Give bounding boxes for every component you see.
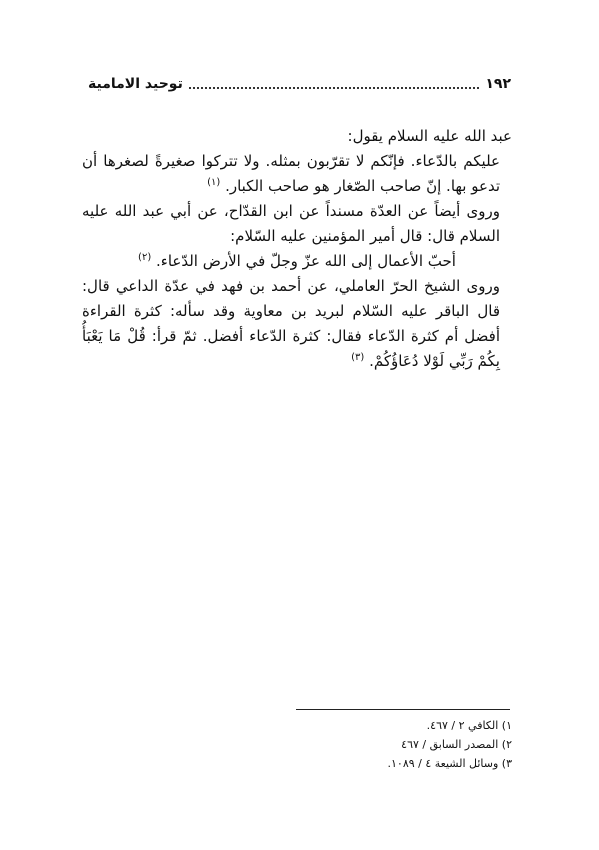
footnote-ref-2: (٢) bbox=[138, 252, 152, 263]
text-line-opening: عبد الله عليه السلام يقول: bbox=[347, 127, 512, 145]
main-text bbox=[82, 124, 512, 374]
paragraph-1-text: عليكم بالدّعاء. فإنّكم لا تقرّبون بمثله. ولا تتركوا صغيرةً لصغرها أن تدعو بها. إنّ صاحب الصّغار هو صاحب الكبار. bbox=[82, 152, 500, 195]
quoted-hadith bbox=[82, 249, 512, 274]
header-dot-leader bbox=[189, 87, 480, 89]
running-title: توحيد الامامية bbox=[88, 76, 183, 92]
footnote-2: ٢) المصدر السابق / ٤٦٧ bbox=[401, 738, 512, 751]
paragraph-1 bbox=[82, 149, 512, 199]
page-number: ١٩٢ bbox=[485, 76, 511, 92]
footnote-separator bbox=[296, 709, 510, 710]
paragraph-2: وروى أيضاً عن العدّة مسنداً عن ابن القدّاح، عن أبي عبد الله عليه السلام قال: قال أمير المؤمنين عليه السّلام: bbox=[82, 202, 500, 245]
paragraph-3 bbox=[82, 274, 512, 374]
footnote-ref-3: (٣) bbox=[351, 352, 365, 363]
footnote-3: ٣) وسائل الشيعة ٤ / ١٠٨٩. bbox=[387, 757, 512, 770]
footnote-1: ١) الكافي ٢ / ٤٦٧. bbox=[426, 719, 512, 732]
footnote-ref-1: (١) bbox=[207, 177, 221, 188]
page-header bbox=[88, 70, 511, 98]
footnotes bbox=[296, 716, 512, 773]
paragraph-3-text: وروى الشيخ الحرّ العاملي، عن أحمد بن فهد في عدّة الداعي قال: قال الباقر عليه السّلام لبريد بن معاوية وقد سأله: كثرة القراءة أفضل أم كثرة الدّعاء فقال: كثرة الدّعاء أفضل. ثمّ قرأ: قُلْ مَا يَعْبَأُ بِكُمْ رَبِّي لَوْلا دُعَاؤُكُمْ. bbox=[82, 277, 500, 370]
quote-text: أحبّ الأعمال إلى الله عزّ وجلّ في الأرض الدّعاء. bbox=[156, 252, 456, 270]
